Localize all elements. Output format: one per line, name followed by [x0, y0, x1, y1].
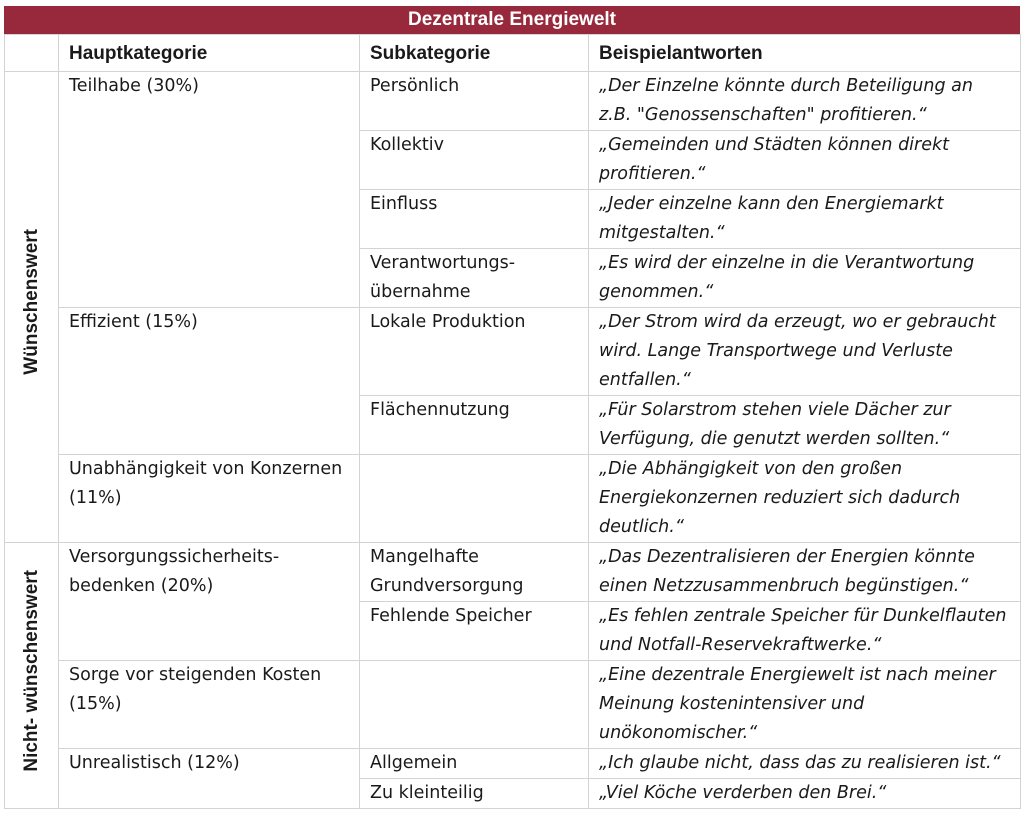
- group-label-cell: [5, 543, 59, 809]
- hauptkategorie-cell: Versorgungssicherheits-bedenken (20%): [59, 543, 360, 661]
- beispiel-cell: „Für Solarstrom stehen viele Dächer zur Verfügung, die genutzt werden sollten.“: [589, 396, 1021, 455]
- subkategorie-cell: Einfluss: [360, 190, 589, 249]
- table-row: [5, 455, 1021, 543]
- group-label: Wünschenswert: [21, 229, 42, 375]
- header-row: [5, 35, 1021, 72]
- beispiel-cell: „Ich glaube nicht, dass das zu realisieren ist.“: [589, 749, 1021, 779]
- subkategorie-cell: Flächennutzung: [360, 396, 589, 455]
- hauptkategorie-cell: Unabhängigkeit von Konzernen (11%): [59, 455, 360, 543]
- group-label: Nicht- wünschenswert: [21, 569, 42, 772]
- hauptkategorie-cell: Unrealistisch (12%): [59, 749, 360, 809]
- beispiel-cell: „Gemeinden und Städten können direkt profitieren.“: [589, 131, 1021, 190]
- subkategorie-cell: Lokale Produktion: [360, 308, 589, 396]
- group-label-cell: [5, 72, 59, 543]
- subkategorie-cell: Verantwortungs-übernahme: [360, 249, 589, 308]
- hauptkategorie-cell: Teilhabe (30%): [59, 72, 360, 308]
- subkategorie-cell: Fehlende Speicher: [360, 602, 589, 661]
- document-table-container: [4, 6, 1020, 809]
- header-beispielantworten: Beispielantworten: [589, 35, 1021, 72]
- subkategorie-cell: Mangelhafte Grundversorgung: [360, 543, 589, 602]
- subkategorie-cell: Allgemein: [360, 749, 589, 779]
- header-blank: [5, 35, 59, 72]
- table-title: Dezentrale Energiewelt: [4, 6, 1020, 34]
- beispiel-cell: „Die Abhängigkeit von den großen Energiekonzernen reduziert sich dadurch deutlich.“: [589, 455, 1021, 543]
- hauptkategorie-cell: Sorge vor steigenden Kosten (15%): [59, 661, 360, 749]
- category-table: [4, 34, 1021, 809]
- subkategorie-cell: Zu kleinteilig: [360, 779, 589, 809]
- beispiel-cell: „Es wird der einzelne in die Verantwortung genommen.“: [589, 249, 1021, 308]
- beispiel-cell: „Das Dezentralisieren der Energien könnte einen Netzzusammenbruch begünstigen.“: [589, 543, 1021, 602]
- table-row: [5, 308, 1021, 396]
- subkategorie-cell: Kollektiv: [360, 131, 589, 190]
- table-row: [5, 543, 1021, 602]
- hauptkategorie-cell: Effizient (15%): [59, 308, 360, 455]
- subkategorie-cell: [360, 455, 589, 543]
- table-row: [5, 749, 1021, 779]
- header-hauptkategorie: Hauptkategorie: [59, 35, 360, 72]
- beispiel-cell: „Es fehlen zentrale Speicher für Dunkelflauten und Notfall-Reservekraftwerke.“: [589, 602, 1021, 661]
- header-subkategorie: Subkategorie: [360, 35, 589, 72]
- beispiel-cell: „Viel Köche verderben den Brei.“: [589, 779, 1021, 809]
- table-row: [5, 72, 1021, 131]
- table-row: [5, 661, 1021, 749]
- subkategorie-cell: [360, 661, 589, 749]
- beispiel-cell: „Eine dezentrale Energiewelt ist nach meiner Meinung kostenintensiver und unökonomischer.“: [589, 661, 1021, 749]
- beispiel-cell: „Der Einzelne könnte durch Beteiligung an z.B. "Genossenschaften" profitieren.“: [589, 72, 1021, 131]
- beispiel-cell: „Jeder einzelne kann den Energiemarkt mitgestalten.“: [589, 190, 1021, 249]
- subkategorie-cell: Persönlich: [360, 72, 589, 131]
- beispiel-cell: „Der Strom wird da erzeugt, wo er gebraucht wird. Lange Transportwege und Verluste entfallen.“: [589, 308, 1021, 396]
